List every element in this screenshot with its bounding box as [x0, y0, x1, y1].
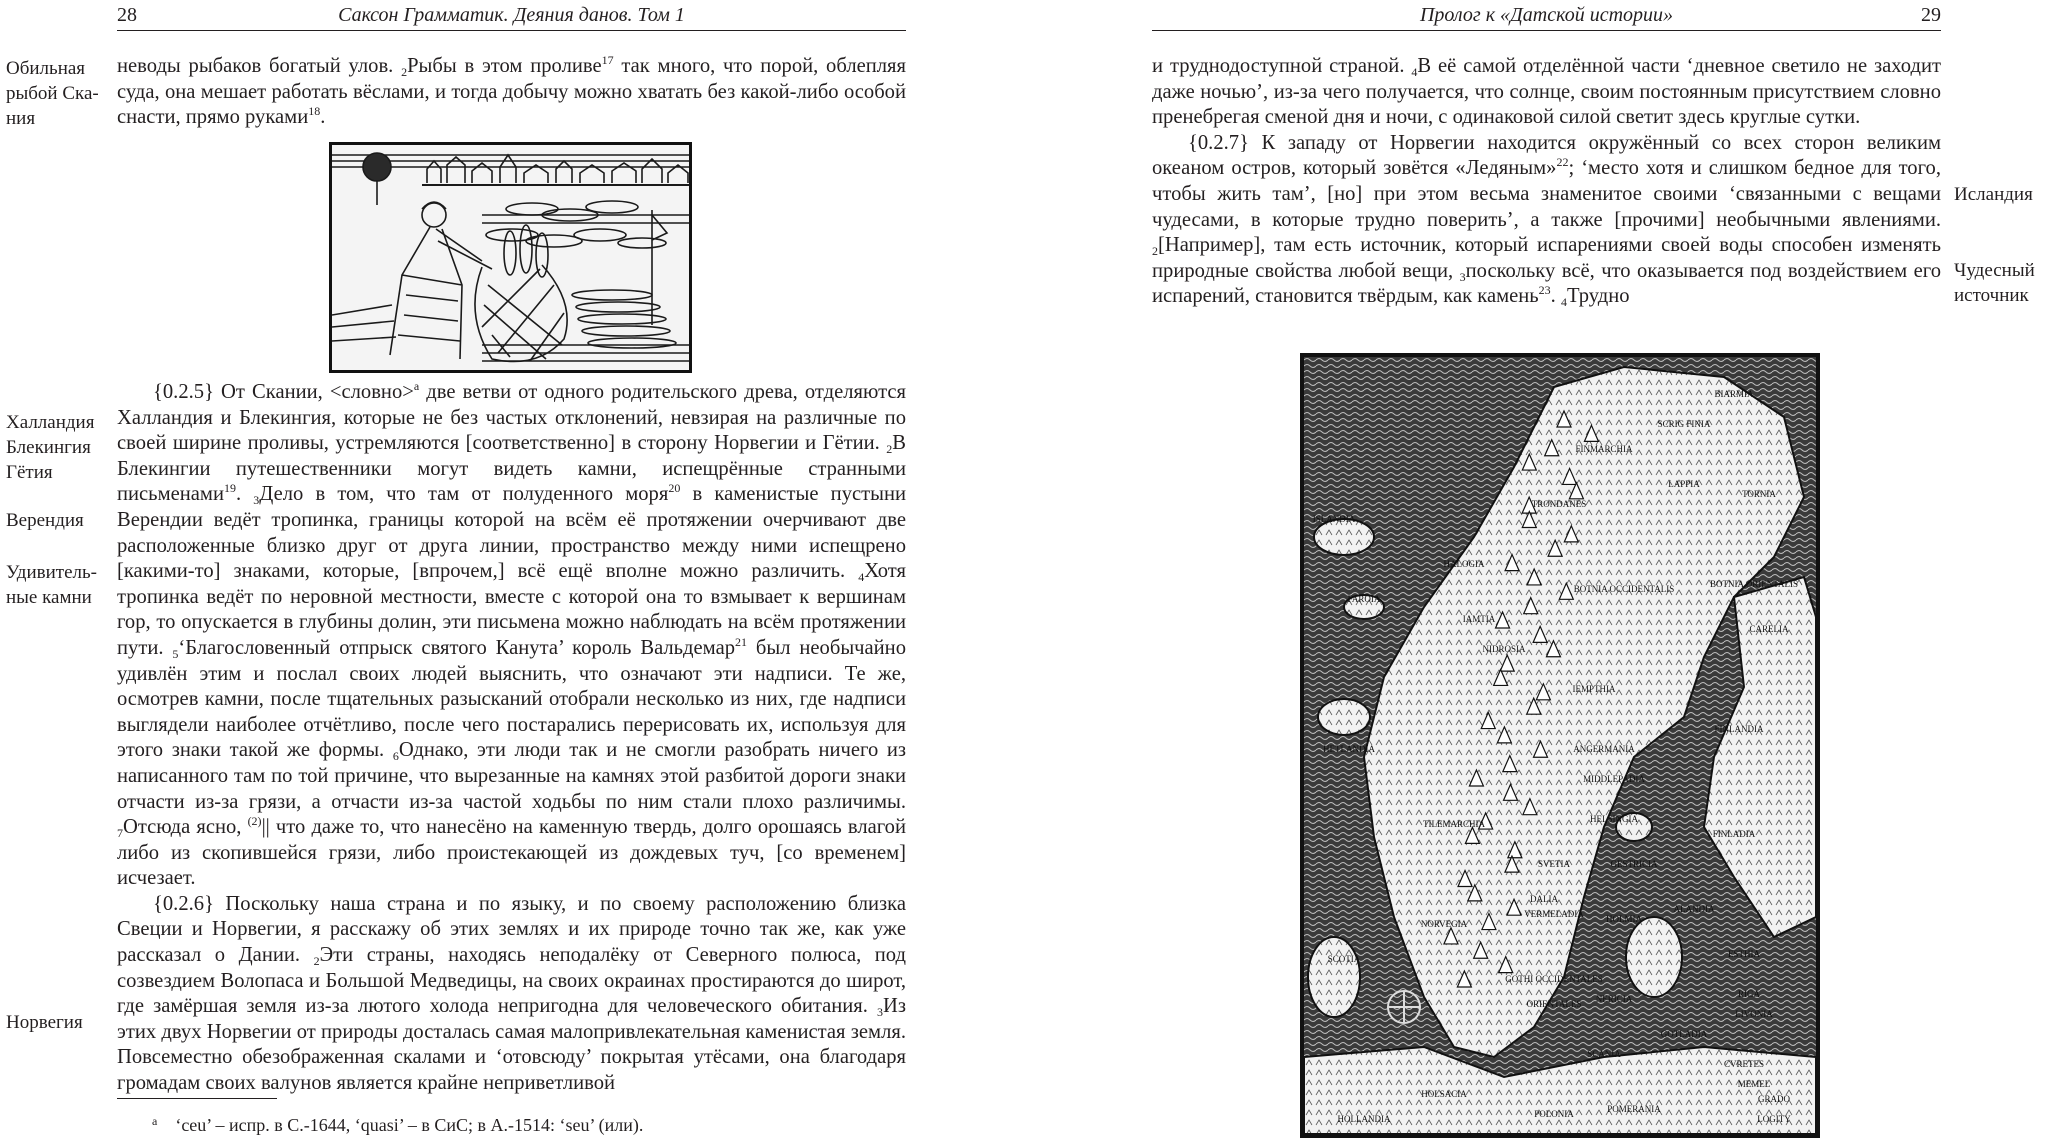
- right-page-number: 29: [1921, 4, 1941, 26]
- map-label: GESTRICIA: [1610, 859, 1658, 869]
- map-label: ESTHIA: [1728, 949, 1760, 959]
- right-running-title: Пролог к «Датской истории»: [1419, 4, 1674, 26]
- margin-note-stones: Удивитель- ные камни: [6, 562, 97, 608]
- map-label: IEMPTHIA: [1572, 684, 1616, 694]
- map-label: LIVONIA: [1735, 1009, 1773, 1019]
- map-label: ALANDIA: [1673, 904, 1715, 914]
- map-label: BOTNIA OCCIDENTALIS: [1573, 584, 1675, 594]
- footnote-rule: [117, 1098, 277, 1099]
- margin-note-verendia: Верендия: [6, 510, 84, 531]
- left-page-number: 28: [117, 4, 137, 26]
- footnote-mark: a: [152, 1114, 158, 1128]
- footnote: [152, 1110, 643, 1136]
- map-label: HOLSACIA: [1421, 1089, 1467, 1099]
- left-running-head: [117, 0, 906, 31]
- margin-note-regions: Халландия Блекингия Гётия: [6, 412, 95, 483]
- margin-note-norway: Норвегия: [6, 1012, 83, 1033]
- map-label: SCOTIA: [1327, 954, 1361, 964]
- map-label: HALOGIA: [1443, 559, 1485, 569]
- map-label: TORNIA: [1742, 489, 1776, 499]
- map-label: GOTHI OCCIDENTALES: [1505, 974, 1603, 984]
- map-label: HOLLANDIA: [1337, 1114, 1391, 1124]
- right-running-head: [1152, 0, 1941, 31]
- map-label: LOGITY: [1757, 1114, 1791, 1124]
- map-label: DALIA: [1530, 894, 1558, 904]
- map-label: FINLADIA: [1712, 829, 1756, 839]
- map-label: ANGERMANIA: [1573, 744, 1635, 754]
- map-label: ORIENTALES: [1526, 999, 1582, 1009]
- right-page: [1024, 0, 2048, 1142]
- map-label: NIDROSIA: [1482, 644, 1526, 654]
- margin-note-spring: Чудесный источник: [1954, 260, 2035, 306]
- map-label: POMERANIA: [1607, 1104, 1661, 1114]
- map-drawing: [1304, 357, 1816, 1134]
- map-label: NERICIA: [1595, 994, 1633, 1004]
- left-text-main: {0.2.5} От Скании, <словно>$^a$ две ветви от одного родительского древа, отделяются Халландия и Блекингия, которые не без частых отклонений, невзирая на различные по своей ширине проливы, устремляются [соответственно] в сторону Норвегии и Гётии. $_2$В Блекингии путешественники могут видеть камни, испещрённые странными письменами$^{19}$. $_3$Дело в том, что там от полуденного моря$^{20}$ в каменистые пустыни Верендии ведёт тропинка, границы которой на всём её протяжении очерчивают две расположенные близко друг от друга линии, пространство между ними испещрено [какими-то] знаками, которые, [впрочем,] всё ещё вполне можно различить. $_4$Хотя тропинка ведёт по неровной местности, вместе с которой она то взмывает к вершинам гор, то опускается в глубины долин, эти письмена можно наблюдать на всём протяжении пути. $_5$‘Благословенный отпрыск святого Канута’ король Вальдемар$^{21}$ был необычайно удивлён этим и послал своих людей выяснить, что означают эти надписи. Те же, осмотрев камни, после тщательных разысканий отобрали несколько из них, где надписи выглядели наиболее отчётливо, после чего постарались перерисовать их, используя для этого знаки такой же формы. $_6$Однако, эти люди так и не смогли разобрать ничего из написанного там по той причине, что вырезанные на камнях этой разбитой дороги знаки отчасти из-за грязи, а отчасти из-за частой ходьбы по ним стали плохо различимы. $_7$Отсюда ясно, $^{(2)}$|| что даже то, что нанесёно на каменную твердь, долго орошаясь влагой либо из скопившейся грязи, либо проистекающей из дождевых туч, [со временем] исчезает. {0.2.6} Поскольку наша страна и по языку, и по своему расположению близка Свеции и Норвегии, я расскажу об этих землях и их природе точно так же, как уже рассказал о Дании. $_2$Эти страны, находясь неподалёку от Северного полюса, под созвездием Волопаса и Большой Медведицы, на своих окраинах простираются до широт, где замёршая земля из-за лютого холода непригодна для человеческого обитания. $_3$Из этих двух Норвегии от природы досталась самая малопривлекательная каменистая земля. Повсеместно обезображенная скалами и ‘отовсюду’ покрытая утёсами, она благодаря громадам своих валунов является крайне неприветливой: [117, 379, 907, 1095]
- margin-note-fish: Обильная рыбой Ска- ния: [6, 58, 99, 129]
- right-text: и труднодоступной страной. $_4$В её самой отделённой части ‘дневное светило не заходит даже ночью’, из-за чего получается, что солнце, своим постоянным присутствием словно пренебрегая сменой дня и ночи, с одинаковой силой светит здесь круглые сутки. {0.2.7} К западу от Норвегии находится окружённый со всех сторон великим океаном остров, который зовётся «Ледяным»$^{22}$; ‘место хотя и слишком бедное для того, чтобы жить там’, [но] при этом весьма знаменитое своими ‘связанными с вещами чудесами, в которые трудно поверить’, а также [прочими] необычными явлениями. $_2$[Например], там есть источник, который испарениями своей воды способен изменять природные свойства любой вещи, $_3$поскольку всё, что оказывается под воздействием его испарений, становится твёрдым, как камень$^{23}$. $_4$Трудно: [1152, 55, 1941, 310]
- map-label: SVETIA: [1538, 859, 1570, 869]
- map-label: TRONDANES: [1531, 499, 1587, 509]
- map-label: SCANIA: [1587, 1049, 1621, 1059]
- left-running-title: Саксон Грамматик. Деяния данов. Том 1: [338, 4, 685, 26]
- fishing-woodcut: [329, 142, 692, 373]
- map-label: CVRETES: [1723, 1059, 1765, 1069]
- map-label: RIGA: [1738, 989, 1760, 999]
- map-label: VERMELADIA: [1524, 909, 1584, 919]
- margin-note-iceland: Исландия: [1954, 184, 2033, 205]
- map-label: ISLANDIA: [1312, 514, 1356, 524]
- map-label: MIDDLEPADIA: [1583, 774, 1645, 784]
- map-label: FAROIA: [1347, 594, 1381, 604]
- fishing-woodcut-drawing: [332, 145, 689, 370]
- map-label: BOTNIA ORIENTALIS: [1709, 579, 1799, 589]
- map-label: POLONIA: [1534, 1109, 1574, 1119]
- map-label: MEMEL: [1737, 1079, 1771, 1089]
- map-label: BIARMIA: [1714, 389, 1754, 399]
- map-label: FINMARCHIA: [1575, 444, 1633, 454]
- map-label: GOTLADIA: [1660, 1029, 1708, 1039]
- left-text-top: неводы рыбаков богатый улов. $_2$Рыбы в этом проливе$^{17}$ так много, что порой, облепляя суда, она мешает работать вёслами, и тогда добычу можно хватать без какой-либо особой снасти, прямо руками$^{18}$.: [117, 53, 906, 129]
- map-label: HELSINGIA: [1590, 814, 1638, 824]
- map-label: HOLMIA: [1606, 914, 1642, 924]
- map-label: FINLANDIA: [1714, 724, 1764, 734]
- map-label: SCRIG FINIA: [1657, 419, 1711, 429]
- map-label: GRADO: [1757, 1094, 1791, 1104]
- footnote-text: ‘ceu’ – испр. в C.-1644, ‘quasi’ – в CиС; в A.-1514: ‘seu’ (или).: [175, 1115, 644, 1135]
- scandinavia-woodcut-map: [1300, 353, 1820, 1138]
- map-label: IAMTIA: [1462, 614, 1496, 624]
- map-label: NORVEGIA: [1420, 919, 1468, 929]
- map-label: TILEMARCHIA: [1423, 819, 1485, 829]
- map-label: LAPPIA: [1668, 479, 1700, 489]
- map-label: HETLANDIA: [1323, 744, 1375, 754]
- map-label: CARELIA: [1749, 624, 1789, 634]
